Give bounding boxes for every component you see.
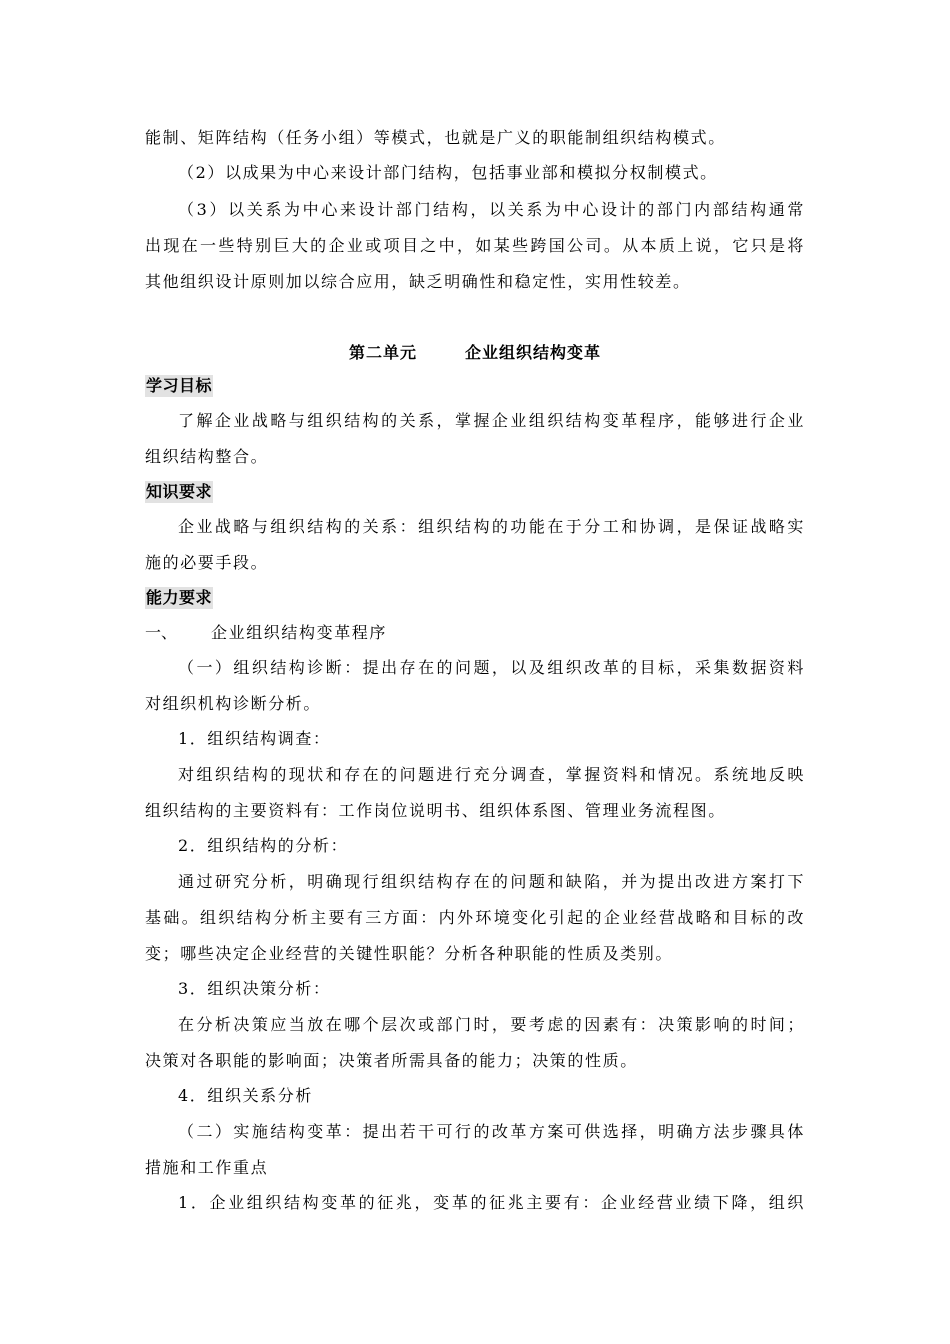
body-line: 1．企业组织结构变革的征兆，变革的征兆主要有：企业经营业绩下降，组织 [178, 1193, 805, 1212]
section-heading-knowledge: 知识要求 [146, 482, 213, 501]
body-line: 对组织结构的现状和存在的问题进行充分调查，掌握资料和情况。系统地反映 [178, 765, 805, 784]
outline-number: 一、 [145, 623, 178, 642]
body-line: 对组织机构诊断分析。 [145, 694, 322, 713]
body-line: 基础。组织结构分析主要有三方面：内外环境变化引起的企业经营战略和目标的改 [145, 908, 805, 927]
body-line: 在分析决策应当放在哪个层次或部门时，要考虑的因素有：决策影响的时间； [178, 1015, 805, 1034]
subsection-title: 1．组织结构调查： [178, 729, 331, 748]
section-heading-objectives: 学习目标 [146, 376, 213, 395]
section-heading-ability: 能力要求 [146, 588, 213, 607]
body-line: （3）以关系为中心来设计部门结构，以关系为中心设计的部门内部结构通常 [178, 200, 805, 219]
body-line: 决策对各职能的影响面；决策者所需具备的能力；决策的性质。 [145, 1051, 638, 1070]
body-line: （2）以成果为中心来设计部门结构，包括事业部和模拟分权制模式。 [178, 163, 718, 182]
unit-title [0, 342, 950, 364]
outline-title: 企业组织结构变革程序 [211, 623, 388, 642]
subsection-title: 2．组织结构的分析： [178, 836, 349, 855]
body-line: 出现在一些特别巨大的企业或项目之中，如某些跨国公司。从本质上说，它只是将 [145, 236, 805, 255]
body-line: （一）组织结构诊断：提出存在的问题，以及组织改革的目标，采集数据资料 [178, 658, 805, 677]
body-line: 企业战略与组织结构的关系：组织结构的功能在于分工和协调，是保证战略实 [178, 517, 805, 536]
unit-name: 企业组织结构变革 [465, 343, 602, 362]
body-line: 了解企业战略与组织结构的关系，掌握企业组织结构变革程序，能够进行企业 [178, 411, 805, 430]
body-line: 其他组织设计原则加以综合应用，缺乏明确性和稳定性，实用性较差。 [145, 272, 691, 291]
body-line: 施的必要手段。 [145, 553, 269, 572]
unit-number: 第二单元 [348, 343, 417, 362]
body-line: 通过研究分析，明确现行组织结构存在的问题和缺陷，并为提出改进方案打下 [178, 872, 805, 891]
body-line: 组织结构的主要资料有：工作岗位说明书、组织体系图、管理业务流程图。 [145, 801, 726, 820]
body-line: （二）实施结构变革：提出若干可行的改革方案可供选择，明确方法步骤具体 [178, 1122, 805, 1141]
body-line: 变；哪些决定企业经营的关键性职能？分析各种职能的性质及类别。 [145, 944, 674, 963]
body-line: 组织结构整合。 [145, 447, 269, 466]
body-line: 措施和工作重点 [145, 1158, 269, 1177]
body-line: 能制、矩阵结构（任务小组）等模式，也就是广义的职能制组织结构模式。 [145, 128, 726, 147]
subsection-title: 3．组织决策分析： [178, 979, 331, 998]
subsection-title: 4．组织关系分析 [178, 1086, 313, 1105]
